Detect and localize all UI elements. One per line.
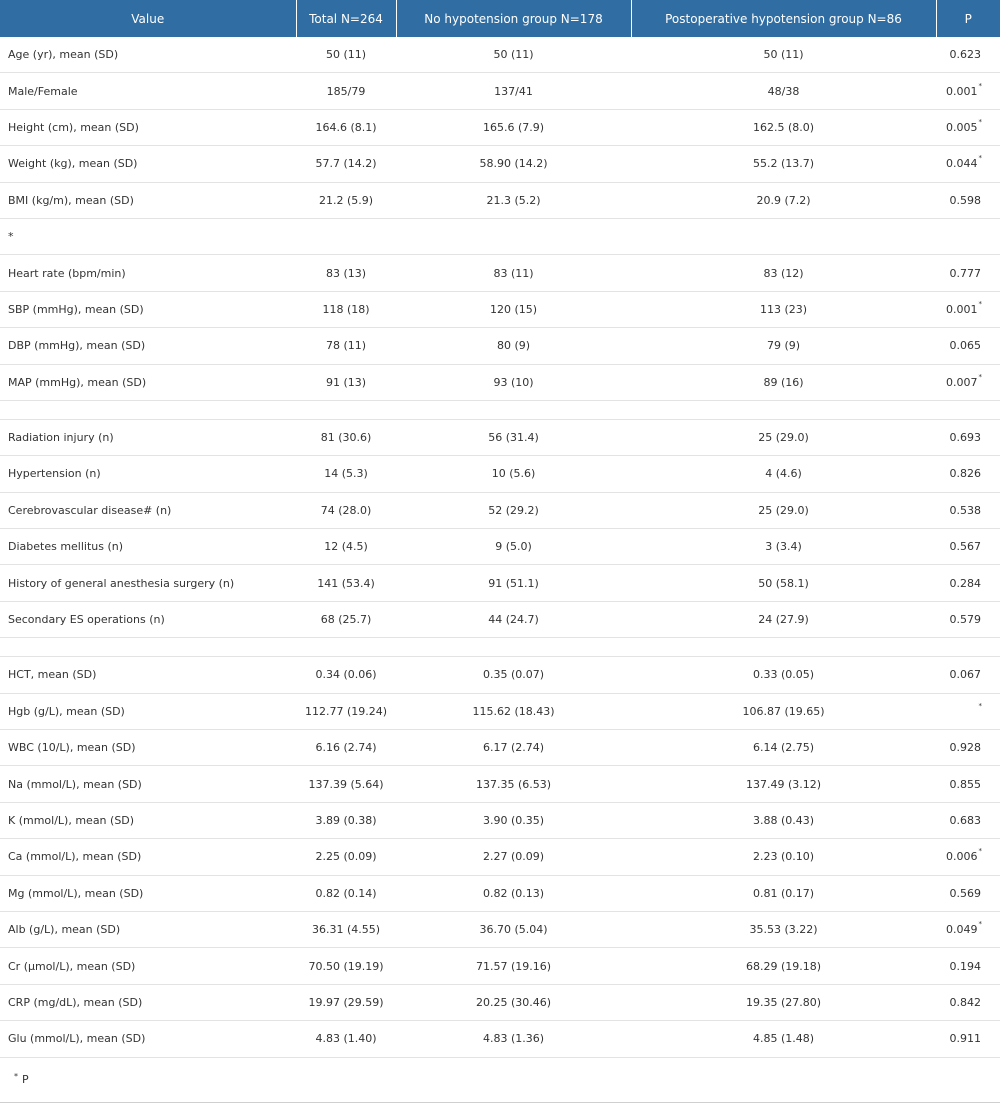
cell-postop-hypotension: 113 (23) <box>631 291 936 327</box>
cell-postop-hypotension: 50 (58.1) <box>631 565 936 601</box>
cell-p-value <box>936 839 1000 875</box>
table-row <box>0 565 1000 601</box>
row-label: Weight (kg), mean (SD) <box>0 146 296 182</box>
p-value: 0.855 <box>949 777 981 791</box>
table-row <box>0 328 1000 364</box>
table-row <box>0 37 1000 73</box>
cell-postop-hypotension: 55.2 (13.7) <box>631 146 936 182</box>
row-label: Na (mmol/L), mean (SD) <box>0 766 296 802</box>
cell-no-hypotension: 50 (11) <box>396 37 631 73</box>
cell-total: 112.77 (19.24) <box>296 693 396 729</box>
table-row <box>0 291 1000 327</box>
cell-postop-hypotension: 24 (27.9) <box>631 601 936 637</box>
cell-no-hypotension: 44 (24.7) <box>396 601 631 637</box>
cell-p-value <box>936 400 1000 419</box>
header-postop-hypotension: Postoperative hypotension group N=86 <box>631 0 936 37</box>
table-row <box>0 730 1000 766</box>
cell-p-value <box>936 730 1000 766</box>
p-value: 0.194 <box>949 959 981 973</box>
cell-no-hypotension: 137/41 <box>396 73 631 109</box>
table-row <box>0 984 1000 1020</box>
row-label <box>0 400 296 419</box>
table-row <box>0 255 1000 291</box>
p-value: 0.006 <box>946 850 978 864</box>
cell-postop-hypotension <box>631 400 936 419</box>
significance-marker: * <box>978 154 982 163</box>
cell-no-hypotension: 83 (11) <box>396 255 631 291</box>
cell-p-value <box>936 657 1000 693</box>
significance-marker: * <box>978 81 982 90</box>
header-total: Total N=264 <box>296 0 396 37</box>
cell-total: 70.50 (19.19) <box>296 948 396 984</box>
row-label: SBP (mmHg), mean (SD) <box>0 291 296 327</box>
row-label: Glu (mmol/L), mean (SD) <box>0 1021 296 1057</box>
footnote-star: * <box>14 1072 18 1082</box>
cell-no-hypotension <box>396 638 631 657</box>
row-label: Cr (µmol/L), mean (SD) <box>0 948 296 984</box>
cell-total: 57.7 (14.2) <box>296 146 396 182</box>
cell-postop-hypotension <box>631 638 936 657</box>
row-label: History of general anesthesia surgery (n) <box>0 565 296 601</box>
cell-no-hypotension: 20.25 (30.46) <box>396 984 631 1020</box>
cell-total: 185/79 <box>296 73 396 109</box>
p-value: 0.569 <box>949 886 981 900</box>
cell-postop-hypotension: 83 (12) <box>631 255 936 291</box>
row-label: Height (cm), mean (SD) <box>0 109 296 145</box>
cell-total: 137.39 (5.64) <box>296 766 396 802</box>
table-header <box>0 0 1000 37</box>
cell-postop-hypotension: 3.88 (0.43) <box>631 802 936 838</box>
cell-postop-hypotension: 162.5 (8.0) <box>631 109 936 145</box>
row-label <box>0 638 296 657</box>
p-value: 0.044 <box>946 157 978 171</box>
significance-marker: * <box>978 920 982 929</box>
cell-postop-hypotension: 3 (3.4) <box>631 529 936 565</box>
table-row <box>0 657 1000 693</box>
cell-p-value <box>936 529 1000 565</box>
cell-p-value <box>936 291 1000 327</box>
row-label: MAP (mmHg), mean (SD) <box>0 364 296 400</box>
table-row <box>0 529 1000 565</box>
cell-postop-hypotension: 19.35 (27.80) <box>631 984 936 1020</box>
row-label: Male/Female <box>0 73 296 109</box>
cell-total: 68 (25.7) <box>296 601 396 637</box>
p-value: 0.001 <box>946 84 978 98</box>
row-label: K (mmol/L), mean (SD) <box>0 802 296 838</box>
cell-postop-hypotension: 137.49 (3.12) <box>631 766 936 802</box>
spacer-row <box>0 638 1000 657</box>
cell-p-value <box>936 328 1000 364</box>
header-row <box>0 0 1000 37</box>
row-label: Ca (mmol/L), mean (SD) <box>0 839 296 875</box>
cell-total: 4.83 (1.40) <box>296 1021 396 1057</box>
cell-total: 50 (11) <box>296 37 396 73</box>
cell-no-hypotension: 6.17 (2.74) <box>396 730 631 766</box>
table-row <box>0 146 1000 182</box>
cell-p-value <box>936 492 1000 528</box>
cell-no-hypotension: 0.82 (0.13) <box>396 875 631 911</box>
p-value: 0.065 <box>949 339 981 353</box>
p-value: 0.598 <box>949 193 981 207</box>
p-value: 0.693 <box>949 431 981 445</box>
cell-no-hypotension: 165.6 (7.9) <box>396 109 631 145</box>
cell-postop-hypotension: 0.33 (0.05) <box>631 657 936 693</box>
row-label: Radiation injury (n) <box>0 419 296 455</box>
cell-no-hypotension: 58.90 (14.2) <box>396 146 631 182</box>
table-row <box>0 839 1000 875</box>
table-row <box>0 182 1000 218</box>
cell-p-value <box>936 638 1000 657</box>
cell-postop-hypotension: 20.9 (7.2) <box>631 182 936 218</box>
cell-no-hypotension: 4.83 (1.36) <box>396 1021 631 1057</box>
cell-no-hypotension <box>396 400 631 419</box>
table-row <box>0 456 1000 492</box>
cell-postop-hypotension: 0.81 (0.17) <box>631 875 936 911</box>
row-label: Diabetes mellitus (n) <box>0 529 296 565</box>
cell-total <box>296 400 396 419</box>
cell-postop-hypotension: 6.14 (2.75) <box>631 730 936 766</box>
cell-p-value <box>936 109 1000 145</box>
cell-total: 19.97 (29.59) <box>296 984 396 1020</box>
cell-no-hypotension: 10 (5.6) <box>396 456 631 492</box>
row-label: Hgb (g/L), mean (SD) <box>0 693 296 729</box>
cell-total: 91 (13) <box>296 364 396 400</box>
significance-marker: * <box>978 117 982 126</box>
p-value: 0.911 <box>949 1032 981 1046</box>
p-value: 0.567 <box>949 540 981 554</box>
cell-p-value <box>936 911 1000 947</box>
row-label: WBC (10/L), mean (SD) <box>0 730 296 766</box>
cell-p-value <box>936 419 1000 455</box>
table-row <box>0 766 1000 802</box>
cell-no-hypotension: 36.70 (5.04) <box>396 911 631 947</box>
row-label: BMI (kg/m), mean (SD) <box>0 182 296 218</box>
cell-no-hypotension: 52 (29.2) <box>396 492 631 528</box>
table-row <box>0 419 1000 455</box>
cell-total: 164.6 (8.1) <box>296 109 396 145</box>
cell-no-hypotension: 3.90 (0.35) <box>396 802 631 838</box>
row-label: Hypertension (n) <box>0 456 296 492</box>
cell-no-hypotension: 0.35 (0.07) <box>396 657 631 693</box>
row-label: CRP (mg/dL), mean (SD) <box>0 984 296 1020</box>
cell-postop-hypotension: 48/38 <box>631 73 936 109</box>
cell-postop-hypotension: 50 (11) <box>631 37 936 73</box>
header-value: Value <box>0 0 296 37</box>
p-value: 0.928 <box>949 741 981 755</box>
table-row <box>0 364 1000 400</box>
cell-p-value <box>936 601 1000 637</box>
cell-p-value <box>936 1021 1000 1057</box>
cell-p-value <box>936 766 1000 802</box>
cell-postop-hypotension: 68.29 (19.18) <box>631 948 936 984</box>
table-row <box>0 911 1000 947</box>
p-value: 0.538 <box>949 503 981 517</box>
significance-marker: * <box>978 701 982 710</box>
cell-postop-hypotension: 25 (29.0) <box>631 492 936 528</box>
p-value: 0.842 <box>949 995 981 1009</box>
header-no-hypotension: No hypotension group N=178 <box>396 0 631 37</box>
row-label: Heart rate (bpm/min) <box>0 255 296 291</box>
row-label: DBP (mmHg), mean (SD) <box>0 328 296 364</box>
cell-no-hypotension: 91 (51.1) <box>396 565 631 601</box>
cell-no-hypotension: 115.62 (18.43) <box>396 693 631 729</box>
cell-p-value <box>936 693 1000 729</box>
significance-marker: * <box>978 847 982 856</box>
cell-p-value <box>936 73 1000 109</box>
p-value: 0.049 <box>946 923 978 937</box>
cell-no-hypotension: 21.3 (5.2) <box>396 182 631 218</box>
table-row <box>0 109 1000 145</box>
cell-p-value <box>936 802 1000 838</box>
footnote-text: P <box>22 1073 29 1087</box>
p-value: 0.579 <box>949 613 981 627</box>
spacer-row <box>0 400 1000 419</box>
cell-postop-hypotension: 89 (16) <box>631 364 936 400</box>
cell-total: 14 (5.3) <box>296 456 396 492</box>
row-label: Alb (g/L), mean (SD) <box>0 911 296 947</box>
cell-p-value <box>936 182 1000 218</box>
cell-total: 36.31 (4.55) <box>296 911 396 947</box>
cell-total: 3.89 (0.38) <box>296 802 396 838</box>
table-body <box>0 37 1000 1057</box>
row-label: Cerebrovascular disease# (n) <box>0 492 296 528</box>
table-row <box>0 218 1000 254</box>
p-value: 0.007 <box>946 375 978 389</box>
cell-total <box>296 638 396 657</box>
table-row <box>0 693 1000 729</box>
cell-postop-hypotension: 25 (29.0) <box>631 419 936 455</box>
p-value: 0.777 <box>949 266 981 280</box>
cell-total: 141 (53.4) <box>296 565 396 601</box>
table-row <box>0 802 1000 838</box>
cell-total: 81 (30.6) <box>296 419 396 455</box>
cell-postop-hypotension: 79 (9) <box>631 328 936 364</box>
row-label: HCT, mean (SD) <box>0 657 296 693</box>
cell-postop-hypotension: 4.85 (1.48) <box>631 1021 936 1057</box>
cell-total: 6.16 (2.74) <box>296 730 396 766</box>
p-value: 0.001 <box>946 302 978 316</box>
table-row <box>0 73 1000 109</box>
cell-no-hypotension <box>396 218 631 254</box>
table-row <box>0 601 1000 637</box>
p-value: 0.623 <box>949 48 981 62</box>
p-value: 0.067 <box>949 668 981 682</box>
cell-total: 21.2 (5.9) <box>296 182 396 218</box>
header-p: P <box>936 0 1000 37</box>
row-label: Age (yr), mean (SD) <box>0 37 296 73</box>
row-label: Secondary ES operations (n) <box>0 601 296 637</box>
significance-marker: * <box>978 372 982 381</box>
cell-postop-hypotension: 35.53 (3.22) <box>631 911 936 947</box>
p-value: 0.005 <box>946 120 978 134</box>
cell-total: 0.34 (0.06) <box>296 657 396 693</box>
cell-total: 2.25 (0.09) <box>296 839 396 875</box>
cell-no-hypotension: 2.27 (0.09) <box>396 839 631 875</box>
table-row <box>0 875 1000 911</box>
cell-total <box>296 218 396 254</box>
cell-p-value <box>936 456 1000 492</box>
cell-postop-hypotension: 4 (4.6) <box>631 456 936 492</box>
cell-postop-hypotension <box>631 218 936 254</box>
cell-no-hypotension: 120 (15) <box>396 291 631 327</box>
row-label: * <box>0 218 296 254</box>
p-value: 0.683 <box>949 814 981 827</box>
cell-no-hypotension: 9 (5.0) <box>396 529 631 565</box>
cell-p-value <box>936 146 1000 182</box>
cell-p-value <box>936 948 1000 984</box>
cell-total: 0.82 (0.14) <box>296 875 396 911</box>
cell-p-value <box>936 218 1000 254</box>
cell-p-value <box>936 364 1000 400</box>
significance-marker: * <box>978 299 982 308</box>
cell-no-hypotension: 80 (9) <box>396 328 631 364</box>
cell-no-hypotension: 71.57 (19.16) <box>396 948 631 984</box>
cell-postop-hypotension: 2.23 (0.10) <box>631 839 936 875</box>
p-value: 0.826 <box>949 467 981 481</box>
cell-total: 74 (28.0) <box>296 492 396 528</box>
cell-p-value <box>936 565 1000 601</box>
cell-no-hypotension: 56 (31.4) <box>396 419 631 455</box>
cell-total: 12 (4.5) <box>296 529 396 565</box>
cell-postop-hypotension: 106.87 (19.65) <box>631 693 936 729</box>
table-row <box>0 948 1000 984</box>
cell-p-value <box>936 875 1000 911</box>
cell-p-value <box>936 37 1000 73</box>
cell-p-value <box>936 255 1000 291</box>
cell-p-value <box>936 984 1000 1020</box>
table-row <box>0 1021 1000 1057</box>
row-label: Mg (mmol/L), mean (SD) <box>0 875 296 911</box>
cell-total: 83 (13) <box>296 255 396 291</box>
p-value: 0.284 <box>949 576 981 590</box>
cell-total: 118 (18) <box>296 291 396 327</box>
cell-no-hypotension: 137.35 (6.53) <box>396 766 631 802</box>
cell-total: 78 (11) <box>296 328 396 364</box>
footnote <box>0 1058 1000 1103</box>
table-row <box>0 492 1000 528</box>
cell-no-hypotension: 93 (10) <box>396 364 631 400</box>
